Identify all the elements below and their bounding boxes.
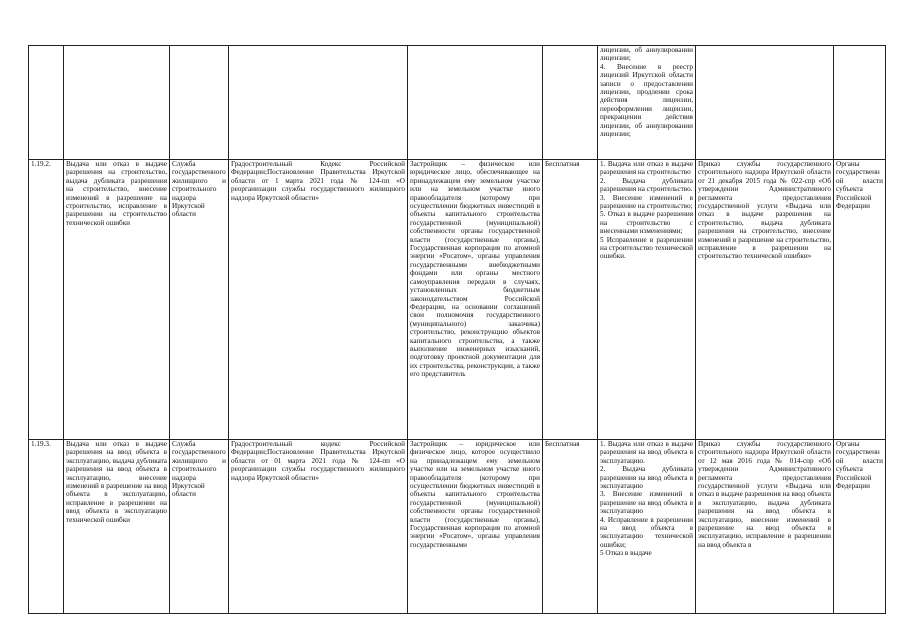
responsible-body: Служба государственного жилищного и строительного надзора Иркутской области (170, 160, 229, 440)
regulation: Приказ службы государственного строительного надзора Иркутской области от 21 декабря 2015 года № 022-спр «Об утверждении Административного регламента предоставления государственной услуги «Выдача или отказ в выдаче разрешения на строительство, выдача дубликата разрешения на строительство, внесение изменений в разрешение на строительство, исправление в разрешении на строительство технической ошибки» (696, 160, 834, 440)
authority-level (834, 46, 886, 160)
row-number: 1.19.2. (29, 160, 64, 440)
service-name: Выдача или отказ в выдаче разрешения на ввод объекта в эксплуатацию, выдача дубликата разрешения на ввод объекта в эксплуатацию, внесение изменений в разрешение на ввод объекта в эксплуатацию, исправление в разрешении на ввод объекта в эксплуатацию технической ошибки (64, 440, 170, 614)
fee (543, 46, 598, 160)
service-name: Выдача или отказ в выдаче разрешения на строительство, выдача дубликата разрешения на строительство, внесение изменений в разрешение на строительство, исправление в разрешении на строительство технической ошибки (64, 160, 170, 440)
legal-basis (229, 46, 408, 160)
applicants: Застройщик – физическое или юридическое лицо, обеспечивающее на принадлежащем ему земельном участке или на земельном участке иного правообладателя (которому при осуществлении бюджетных инвестиций в объекты капитального строительства государственной (муниципальной) собственности органы государственной власти (государственные органы), Государственная корпорация по атомной энергии «Росатом», органы управления государственными внебюджетными фондами или органы местного самоуправления передали в случаях, установленных бюджетным законодательством Российской Федерации, на основании соглашений свои полномочия государственного (муниципального) заказчика) строительство, реконструкцию объектов капитального строительства, а также выполнение инженерных изысканий, подготовку проектной документации для их строительства, реконструкции, а также его представитель (408, 160, 543, 440)
legal-basis: Градостроительный Кодекс Российской Федерации;Постановление Правительства Иркутской области от 1 марта 2021 года № 124-пп «О реорганизации службы государственного жилищного надзора Иркутской области» (229, 160, 408, 440)
service-results: лицензии, об аннулировании лицензии; 4. Внесение в реестр лицензий Иркутской области записи о предоставлении лицензии, продлении срока действия лицензии, переоформлении лицензии, прекращении действия лицензии, об аннулировании лицензии; (598, 46, 696, 160)
table-row (29, 160, 886, 440)
responsible-body (170, 46, 229, 160)
service-name (64, 46, 170, 160)
applicants: Застройщик – юридическое или физическое лицо, которое осуществило на принадлежащем ему земельном участке или на земельном участке иного правообладателя (которому при осуществлении бюджетных инвестиций в объекты капитального строительства государственной (муниципальной) собственности органы государственной власти (государственные органы), Государственная корпорация по атомной энергии «Росатом», органы управления государственными (408, 440, 543, 614)
regulation (696, 46, 834, 160)
authority-level: Органы государственной власти субъекта Российской Федерации (834, 440, 886, 614)
services-table (28, 45, 886, 614)
responsible-body: Служба государственного жилищного и строительного надзора Иркутской области (170, 440, 229, 614)
row-number: 1.19.3. (29, 440, 64, 614)
table-row (29, 440, 886, 614)
fee: Бесплатная (543, 440, 598, 614)
regulation: Приказ службы государственного строительного надзора Иркутской области от 12 мая 2016 года № 014-спр «Об утверждении Административного регламента предоставления государственной услуги «Выдача или отказ в выдаче разрешения на ввод объекта в эксплуатацию, выдача дубликата разрешения на ввод объекта в эксплуатацию, внесение изменений в разрешение на ввод объекта в эксплуатацию, исправление в разрешении на ввод объекта в (696, 440, 834, 614)
applicants (408, 46, 543, 160)
row-number (29, 46, 64, 160)
service-results: 1. Выдача или отказ в выдаче разрешения на ввод объекта в эксплуатацию. 2. Выдача дубликата разрешения на ввод объекта в эксплуатацию 3. Внесение изменений в разрешение на ввод объекта в эксплуатацию 4. Исправление в разрешении на ввод объекта в эксплуатацию технической ошибки; 5 Отказ в выдаче (598, 440, 696, 614)
service-results: 1. Выдача или отказ в выдаче разрешения на строительство 2. Выдача дубликата разрешения на строительство. 3. Внесение изменений в разрешение на строительство; 5. Отказ в выдаче разрешения на строительство с внесенными изменениями; 5 Исправление в разрешении на строительство технической ошибки. (598, 160, 696, 440)
legal-basis: Градостроительный кодекс Российской Федерации;Постановление Правительства Иркутской области от 01 марта 2021 года № 124-пп «О реорганизации службы государственного жилищного надзора Иркутской области» (229, 440, 408, 614)
fee: Бесплатная (543, 160, 598, 440)
authority-level: Органы государственной власти субъекта Российской Федерации (834, 160, 886, 440)
table-row (29, 46, 886, 160)
